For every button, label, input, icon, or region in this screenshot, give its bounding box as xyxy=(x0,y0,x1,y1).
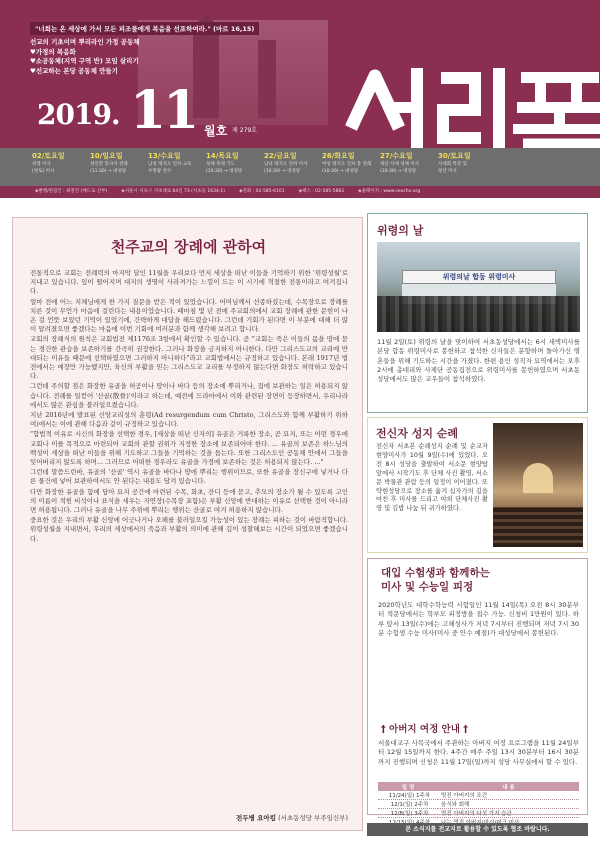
box-title: 위령의 날 xyxy=(377,224,424,237)
footer-notice: 본 소식지를 전교지로 활용할 수 있도록 협조 바랍니다. xyxy=(367,823,588,836)
all-souls-day-box xyxy=(367,213,588,413)
article-paragraph: 전통적으로 교회는 전례력의 마지막 달인 11월을 우리보다 먼저 세상을 떠난 이들을 기억하기 위한 '위령성월'로 지내고 있습니다. 잎이 떨어지며 대지의 생명이 사라져가는 느낌이 드는 이 시기에 적절한 전통이라고 여겨집니다. xyxy=(30,269,348,296)
box-text: 11월 2일(토) 위령의 날을 맞이하여 서초동성당에서는 6시 새벽미사를 본당 합동 위령미사로 봉헌하고 참석한 신자들은 분향하며 돌아가신 영혼들을 위해 기도하는 시간을 가졌다. 한편 용인 성직자 묘역에서는 오후 2시에 총대리와 사제단 공동집전으로 위령미사를 봉헌하였으며 서초동성당에서도 많은 교우들이 참석하였다. xyxy=(377,338,580,384)
motto-line: ♥가정의 복음화 xyxy=(30,47,76,56)
box-title-line: 대입 수험생과 함께하는 xyxy=(381,567,490,579)
table-header: 일 정 xyxy=(378,782,438,791)
monthly-schedule xyxy=(0,148,600,186)
article-body xyxy=(30,269,348,545)
box-text: 전신자 서초본 순례성지 순례 및 순교자 현양미사가 10월 9일(수)에 있었다. 오전 8시 성당을 출발하여 서소문 현양탑 앞에서 시작기도 후 단체 사진 촬영, 서소문 박물관 관람 등의 일정이 이어졌다. 또 약현성당으로 장소를 옮겨 십자가의 길을 마친 후 미사를 드리고 야외 단체사진 촬영 및 김밥 나눔 뒤 귀가하였다. xyxy=(376,443,488,513)
schedule-text: 성체 축제 기도 xyxy=(206,162,235,167)
article-title: 천주교의 장례에 관하여 xyxy=(110,238,267,256)
program-schedule-table xyxy=(378,782,579,827)
article-paragraph: 다만 화장한 유골을 함에 담아 묘지 공간에 마련된 수목, 화초, 잔디 등에 묻고, 추모의 장소가 될 수 있도록 고인의 이름이 적힌 비석이나 표식을 세우는 자연장(수목장 포함)은 부활 신앙에 반대하는 이유로 선택한 것이 아니라면 허용됩니다. 그러나 유골을 나무 주위에 뿌리는 행위는 산골로 여겨 허용하지 않습니다. xyxy=(30,487,348,515)
table-row xyxy=(378,791,579,800)
article-paragraph: 교회의 장례식의 원칙은 교회법전 제1176조 3항에서 확인할 수 있습니다. 곧 "교회는 죽은 이들의 몸을 땅에 묻는 경건한 관습을 보존하기를 간곡히 권장한다. 그러나 화장을 금지하지 아니한다. 다만 그리스도교의 교리에 반대되는 이유들 때문에 선택하였으면 그러하지 아니하다"라고 교회법에서는 규정하고 있습니다. 본래 1917년 법전에서는 매장만 가능했지만, 육신의 부활을 믿는 그리스도교 교리를 부정하지 않는다면 화장도 허락하고 있습니다. xyxy=(30,335,348,381)
article-signature xyxy=(236,813,348,822)
bible-verse: "너희는 온 세상에 가서 모든 피조물에게 복음을 선포하여라." (마르 16,15) xyxy=(30,22,259,35)
schedule-item xyxy=(438,148,496,186)
pilgrimage-box xyxy=(367,417,588,553)
schedule-date: 02/토요일 xyxy=(32,152,65,160)
schedule-item xyxy=(148,148,206,186)
schedule-date: 13/수요일 xyxy=(148,152,181,160)
article-paragraph: 그런데 주의할 점은 화장한 유골을 허공이나 땅이나 바다 등의 장소에 뿌리거나, 집에 보관하는 일은 허용되지 않습니다. 전례를 일컫어 '산골(散骨)'이라고 하는데, 예전에 드라마에서 이와 관련된 장면이 등장하면서, 우리나라에서도 많은 관심을 불러일으켰습니다. xyxy=(30,382,348,409)
schedule-item xyxy=(322,148,380,186)
schedule-item xyxy=(380,148,438,186)
church-interior-photo xyxy=(493,423,583,547)
schedule-text: 수명광 연수 xyxy=(148,169,172,174)
author-name: 전두병 요아킴 xyxy=(236,814,276,822)
table-header: 내 용 xyxy=(438,782,579,791)
box-title-line: 미사 및 수능일 피정 xyxy=(381,581,474,593)
schedule-text: 제단 사제 성체 미사 xyxy=(380,162,420,167)
address-info: ◈서울시 서초구 서초대로 64길 73 (서초동 1634-1) xyxy=(121,189,226,194)
main-article xyxy=(12,217,363,831)
table-header-row xyxy=(378,782,579,791)
schedule-text: 남성 레지오 연차 교육 xyxy=(148,162,192,167)
table-cell: 12/8(일) 3주차 xyxy=(378,809,438,818)
schedule-text: (10:30) → 대성당 xyxy=(380,169,417,174)
schedule-text: 남녀 레지오 연차 미사 xyxy=(264,162,308,167)
schedule-text: 여성 레지오 연차 총 전례 xyxy=(322,162,372,167)
table-cell: 멋진 아버지의 조건 xyxy=(438,791,579,800)
article-paragraph: 지난 2016년에 발표된 신앙교리성의 훈령(Ad resurgendum cum Christo, 그리스도와 함께 부활하기 위하여)에서는 이에 관해 다음과 같이 규정하고 있습니다. xyxy=(30,411,348,429)
phone-info: ◈전화 : 02-585-6101 xyxy=(239,189,285,194)
table-cell: 멋진 아버지의 다섯 가지 습관 xyxy=(438,809,579,818)
schedule-date: 14/목요일 xyxy=(206,152,239,160)
schedule-text: (첫토) 미사 xyxy=(32,169,55,174)
contact-bar xyxy=(0,186,600,198)
schedule-date: 26/화요일 xyxy=(322,152,355,160)
schedule-item xyxy=(32,148,90,186)
box-title: 전신자 성지 순례 xyxy=(376,427,459,440)
issue-month: 11 xyxy=(130,80,197,141)
schedule-text: (10:30) → 대성당 xyxy=(322,169,359,174)
memorial-mass-photo xyxy=(377,242,580,332)
schedule-text: 성인만 봉사자 전례 xyxy=(90,162,128,167)
masthead xyxy=(0,0,600,148)
exam-mass-box xyxy=(367,558,588,815)
schedule-text: 사제회 특강 및 xyxy=(438,162,467,167)
schedule-text: (11:30) → 대성당 xyxy=(90,169,127,174)
schedule-text: 청년 미사 xyxy=(438,169,457,174)
issue-year: 2019. xyxy=(37,98,120,131)
parish-motto xyxy=(30,38,140,76)
table-row xyxy=(378,809,579,818)
table-row xyxy=(378,800,579,809)
publisher-info: ◈발행/편집인 : 최철진 (베드로 신부) xyxy=(35,189,108,194)
fax-info: ◈팩스 : 02-585-5883 xyxy=(298,189,345,194)
photo-banner: 위령의날 합동 위령미사 xyxy=(402,270,556,284)
schedule-date: 30/토요일 xyxy=(438,152,471,160)
schedule-text: 위령 미사 xyxy=(32,162,51,167)
author-role: (서초동성당 부주임신부) xyxy=(278,814,348,822)
article-paragraph: 얼마 전에 어느 지체님에게 한 가지 질문을 받은 적이 있었습니다. 어머님께서 선종하셨는데, 수목장으로 장례를 치른 것이 무언가 마음에 걸린다는 내용이었습니다. 때마침 몇 년 전에 주교회의에서 교회 장례에 관한 문헌이 나온 걸 언뜻 보았던 기억이 있었기에, 간략하게 대답을 해드렸습니다. 그런데 기회가 된다면 이 부분에 대해 더 많이 알려졌으면 좋겠다는 마음에 이번 기회에 여러분과 함께 생각해 보려고 합니다. xyxy=(30,297,348,334)
schedule-item xyxy=(90,148,148,186)
month-label: 월호 xyxy=(204,124,228,138)
schedule-item xyxy=(264,148,322,186)
homepage-link[interactable]: ◈홈페이지 : www.seocho.org xyxy=(358,189,421,194)
article-paragraph: 중요한 것은 우리의 부활 신앙에 어긋나거나 오해를 불러일으킬 가능성이 있는 장례는 피하는 것이 바람직합니다. 위령성월을 지내면서, 우리의 세상에서의 죽음과 부활의 의미에 관해 깊이 성찰해보는 시간이 되었으면 좋겠습니다. xyxy=(30,516,348,543)
box-text: 서울대교구 사목국에서 주관하는 아버지 여정 프로그램을 11월 24일부터 12월 15일까지 한다. 4주간 매주 주일 13시 30분부터 16시 30분까지 진행되며 신청은 11월 17일(일)까지 성당 사무실에서 할 수 있다. xyxy=(378,739,579,766)
schedule-item xyxy=(206,148,264,186)
box-title xyxy=(381,566,490,594)
motto-line: ♥선교하는 본당 공동체 만들기 xyxy=(30,66,118,75)
schedule-date: 22/금요일 xyxy=(264,152,297,160)
motto-line: 선교의 기초이며 뿌리라인 가정 공동체 xyxy=(30,38,140,46)
schedule-text: (10:30) → 대성당 xyxy=(264,169,301,174)
issue-number: 제 279호 xyxy=(232,127,257,134)
father-program-title: † 아버지 여정 안내 † xyxy=(381,724,468,735)
table-cell: 12/1(일) 2주차 xyxy=(378,800,438,809)
table-cell: 11/24(일) 1주차 xyxy=(378,791,438,800)
schedule-text: (10:30) → 대성당 xyxy=(206,169,243,174)
newsletter-logo xyxy=(345,58,600,148)
schedule-date: 27/수요일 xyxy=(380,152,413,160)
box-text: 2020학년도 대학수학능력 시험일인 11월 14일(목) 오전 8시 30분부터 적문당에서는 학부모 피정방을 접수 가능. 신청비 1만원이 있다. 하루 앞서 13일(수)에는 고해성사가 저녁 7시부터 진행되며 저녁 7시 30분 수험생 수능 미사(미사 중 안수 예절)가 대성당에서 봉헌된다. xyxy=(378,601,579,637)
article-paragraph: "합법적 이유로 시신의 화장을 선택한 경우, [세상을 떠난 신자의] 유골은 거룩한 장소, 곧 묘지, 또는 어떤 경우에 교회나 이를 목적으로 마련되어 교회의 관할 권위가 지정한 장소에 보존되어야 한다. ... 유골의 보존은 하느님의 백성이 세상을 떠난 이들을 위해 기도하고 그들을 기억하는 것을 돕는다. 또한 그리스도인 공동체 안에서 그들을 잊어버리지 않도록 하며... 그러므로 어떠한 경우라도 유골을 가정에 보존하는 것은 허용되지 않는다. ..." xyxy=(30,430,348,467)
motto-line: ♥소공동체(지역 구역 반) 모임 살리기 xyxy=(30,57,139,65)
table-cell: 음식와 회해 xyxy=(438,800,579,809)
schedule-date: 10/일요일 xyxy=(90,152,123,160)
article-paragraph: 그런데 말씀드린바, 유골의 '산골' 역시 유골을 바다나 땅에 뿌리는 행위이므로, 또한 유골을 장신구에 넣거나 다른 물건에 넣어 보관하여서도 안 된다는 내용도 담겨 있습니다. xyxy=(30,468,348,486)
